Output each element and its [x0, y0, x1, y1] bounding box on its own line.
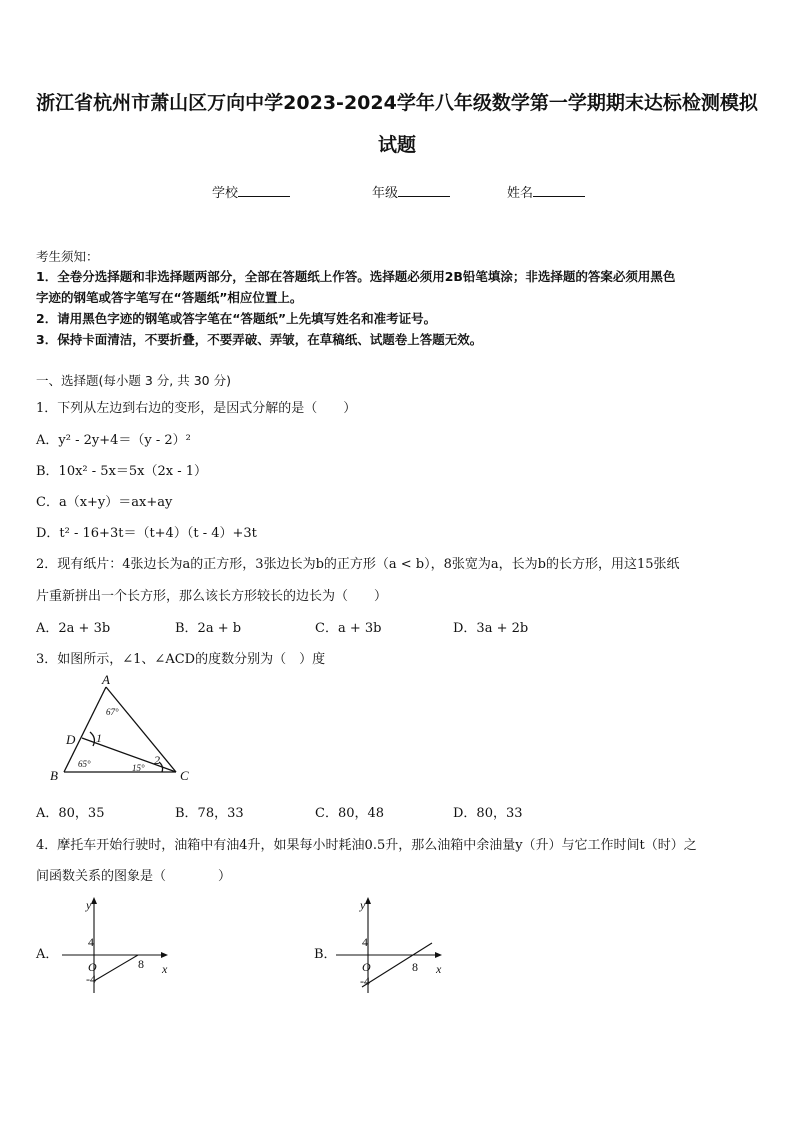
tick-neg-4: -4 — [360, 974, 370, 988]
section-heading: 一、选择题(每小题 3 分, 共 30 分) — [36, 373, 231, 388]
grade-field[interactable] — [372, 182, 450, 201]
q1-option-a[interactable]: A．y² - 2y+4＝（y - 2）² — [36, 433, 191, 448]
notice-item: 1．全卷分选择题和非选择题两部分，全部在答题纸上作答。选择题必须用2B铅笔填涂；非选择题的答案必须用黑色 — [36, 269, 676, 284]
q2-option-c[interactable]: C．a + 3b — [315, 621, 382, 636]
y-axis-label: y — [360, 898, 366, 912]
q1-option-d[interactable]: D．t² - 16+3t＝（t+4）（t - 4）+3t — [36, 526, 257, 541]
tick-8: 8 — [138, 957, 144, 971]
page-title: 浙江省杭州市萧山区万向中学2023-2024学年八年级数学第一学期期末达标检测模拟 — [36, 92, 758, 114]
page-title-line2: 试题 — [377, 134, 416, 156]
vertex-d: D — [66, 732, 76, 747]
q1-option-c[interactable]: C．a（x+y）＝ax+ay — [36, 495, 173, 510]
vertex-b: B — [50, 768, 58, 783]
q1-option-b[interactable]: B．10x² - 5x＝5x（2x - 1） — [36, 464, 208, 479]
angle-2-label: 2 — [154, 753, 160, 767]
angle-b-degree: 65° — [78, 759, 91, 769]
q3-option-a[interactable]: A．80，35 — [36, 806, 105, 821]
q3-option-d[interactable]: D．80，33 — [453, 806, 523, 821]
q4-graph-a[interactable] — [58, 895, 178, 995]
angle-1-label: 1 — [96, 731, 102, 745]
grade-blank[interactable] — [398, 184, 450, 197]
question-4-stem: 4．摩托车开始行驶时，油箱中有油4升，如果每小时耗油0.5升，那么油箱中余油量y（升）与它工作时间t（时）之 — [36, 838, 697, 853]
vertex-c: C — [180, 768, 189, 783]
school-field[interactable] — [212, 182, 290, 201]
triangle-figure — [46, 670, 206, 785]
y-axis-arrow — [91, 897, 97, 904]
tick-neg-4: -4 — [86, 972, 96, 986]
x-axis-arrow — [435, 952, 442, 958]
tick-4: 4 — [362, 935, 368, 949]
question-2-stem: 2．现有纸片：4张边长为a的正方形，3张边长为b的正方形（a < b），8张宽为a，长为b的长方形，用这15张纸 — [36, 557, 680, 572]
x-axis-label: x — [436, 962, 442, 976]
notice-item: 3．保持卡面清洁，不要折叠，不要弄破、弄皱，在草稿纸、试题卷上答题无效。 — [36, 332, 483, 347]
grade-label: 年级 — [372, 186, 399, 201]
name-label: 姓名 — [507, 186, 534, 201]
y-axis-label: y — [86, 898, 92, 912]
question-4-stem-cont: 间函数关系的图象是（ ） — [36, 869, 232, 884]
notice-item: 2．请用黑色字迹的钢笔或答字笔在“答题纸”上先填写姓名和准考证号。 — [36, 311, 437, 326]
school-label: 学校 — [212, 186, 239, 201]
tick-4: 4 — [88, 935, 94, 949]
q2-option-a[interactable]: A．2a + 3b — [36, 621, 111, 636]
vertex-a: A — [102, 672, 110, 687]
angle-a-degree: 67° — [106, 707, 119, 717]
x-axis-arrow — [161, 952, 168, 958]
tick-8: 8 — [412, 960, 418, 974]
question-1-stem: 1．下列从左边到右边的变形，是因式分解的是（ ） — [36, 401, 357, 416]
y-axis-arrow — [365, 897, 371, 904]
graph-b-line — [362, 943, 432, 987]
q4-graph-b[interactable] — [332, 895, 452, 995]
notice-heading: 考生须知： — [36, 249, 99, 264]
graph-a-line — [94, 955, 138, 981]
question-2-stem-cont: 片重新拼出一个长方形，那么该长方形较长的边长为（ ） — [36, 589, 388, 604]
name-field[interactable] — [507, 182, 585, 201]
origin-label: O — [88, 960, 97, 974]
name-blank[interactable] — [533, 184, 585, 197]
notice-item: 字迹的钢笔或答字笔写在“答题纸”相应位置上。 — [36, 290, 303, 305]
x-axis-label: x — [162, 962, 168, 976]
q2-option-d[interactable]: D．3a + 2b — [453, 621, 529, 636]
q4-option-a-label[interactable]: A． — [36, 947, 59, 962]
q3-option-b[interactable]: B．78，33 — [175, 806, 244, 821]
q3-option-c[interactable]: C．80，48 — [315, 806, 385, 821]
question-3-stem: 3．如图所示，∠1、∠ACD的度数分别为（ ）度 — [36, 652, 326, 667]
angle-1-arc — [90, 732, 94, 746]
origin-label: O — [362, 960, 371, 974]
angle-c-degree: 15° — [132, 763, 145, 773]
school-blank[interactable] — [238, 184, 290, 197]
q2-option-b[interactable]: B．2a + b — [175, 621, 242, 636]
q4-option-b-label[interactable]: B． — [314, 947, 337, 962]
